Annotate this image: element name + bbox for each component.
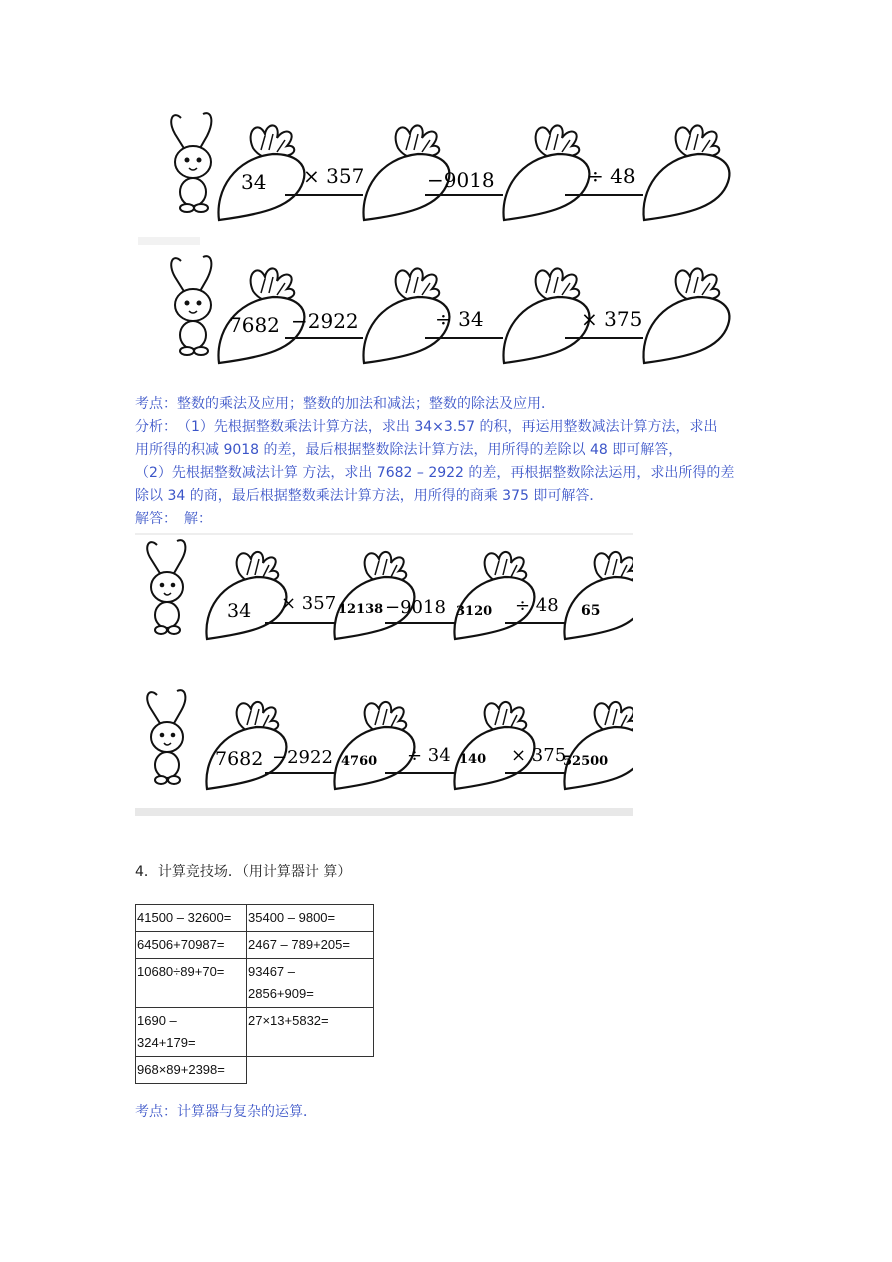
answered1-op1: × 357 <box>281 593 337 614</box>
answered2-op3: × 375 <box>511 745 567 766</box>
puzzle1-op3: ÷ 48 <box>587 164 636 188</box>
analysis-line-3: （2）先根据整数减法计算 方法，求出 7682 – 2922 的差，再根据整数除法运用，求出所得的差 <box>135 465 735 481</box>
puzzle2-op2: ÷ 34 <box>435 307 484 331</box>
question4-title: 4．计算竞技场．（用计算器计 算） <box>135 864 352 880</box>
puzzle2-row <box>171 256 729 363</box>
answered2-result3: 52500 <box>563 754 609 769</box>
table-row <box>136 1057 374 1084</box>
answered-puzzle1-row <box>147 540 633 639</box>
answered2-op2: ÷ 34 <box>407 745 451 766</box>
answered1-result3: 65 <box>581 603 601 619</box>
table-row <box>136 1008 374 1057</box>
table-cell-empty <box>247 1057 374 1084</box>
answered1-result1: 12138 <box>338 602 384 617</box>
puzzle1-op1: × 357 <box>303 164 365 188</box>
table-cell: 64506+70987= <box>136 932 247 959</box>
answered2-result1: 4760 <box>341 754 378 769</box>
analysis-line-1: 分析： （1）先根据整数乘法计算方法，求出 34×3.57 的积，再运用整数减法计算方法，求出 <box>135 419 718 435</box>
analysis-line-2: 用所得的积减 9018 的差，最后根据整数除法计算方法，用所得的差除以 48 即可解答， <box>135 442 683 458</box>
table-cell: 93467 – 2856+909= <box>247 959 374 1008</box>
answered1-start: 34 <box>227 600 252 622</box>
analysis-line-4: 除以 34 的商，最后根据整数乘法计算方法，用所得的商乘 375 即可解答． <box>135 488 604 504</box>
puzzle-figure-blank <box>135 105 745 370</box>
kaodian-line: 考点：整数的乘法及应用；整数的加法和减法；整数的除法及应用． <box>135 396 555 412</box>
answered2-start: 7682 <box>215 748 264 770</box>
table-cell: 2467 – 789+205= <box>247 932 374 959</box>
answered1-result2: 3120 <box>456 604 493 619</box>
puzzle1-op2: −9018 <box>427 168 495 192</box>
answer-label: 解答： 解： <box>135 511 212 527</box>
footer-kaodian: 考点：计算器与复杂的运算． <box>135 1104 317 1120</box>
answered1-op3: ÷ 48 <box>515 595 559 616</box>
table-cell: 41500 – 32600= <box>136 905 247 932</box>
calc-table <box>135 904 374 1084</box>
puzzle2-op1: −2922 <box>291 309 359 333</box>
table-cell: 10680÷89+70= <box>136 959 247 1008</box>
answered1-op2: −9018 <box>385 597 446 618</box>
puzzle2-start: 7682 <box>229 313 280 337</box>
puzzle1-start: 34 <box>241 170 267 194</box>
answered-puzzle2-row <box>147 690 633 789</box>
answered2-result2: 140 <box>459 752 487 767</box>
table-cell: 1690 – 324+179= <box>136 1008 247 1057</box>
table-cell: 968×89+2398= <box>136 1057 247 1084</box>
puzzle2-op3: × 375 <box>581 307 643 331</box>
puzzle-figure-answered <box>135 535 633 810</box>
table-row <box>136 932 374 959</box>
table-row <box>136 905 374 932</box>
table-cell: 35400 – 9800= <box>247 905 374 932</box>
table-row <box>136 959 374 1008</box>
table-cell: 27×13+5832= <box>247 1008 374 1057</box>
answered2-op1: −2922 <box>272 747 333 768</box>
puzzle1-row <box>171 113 729 220</box>
